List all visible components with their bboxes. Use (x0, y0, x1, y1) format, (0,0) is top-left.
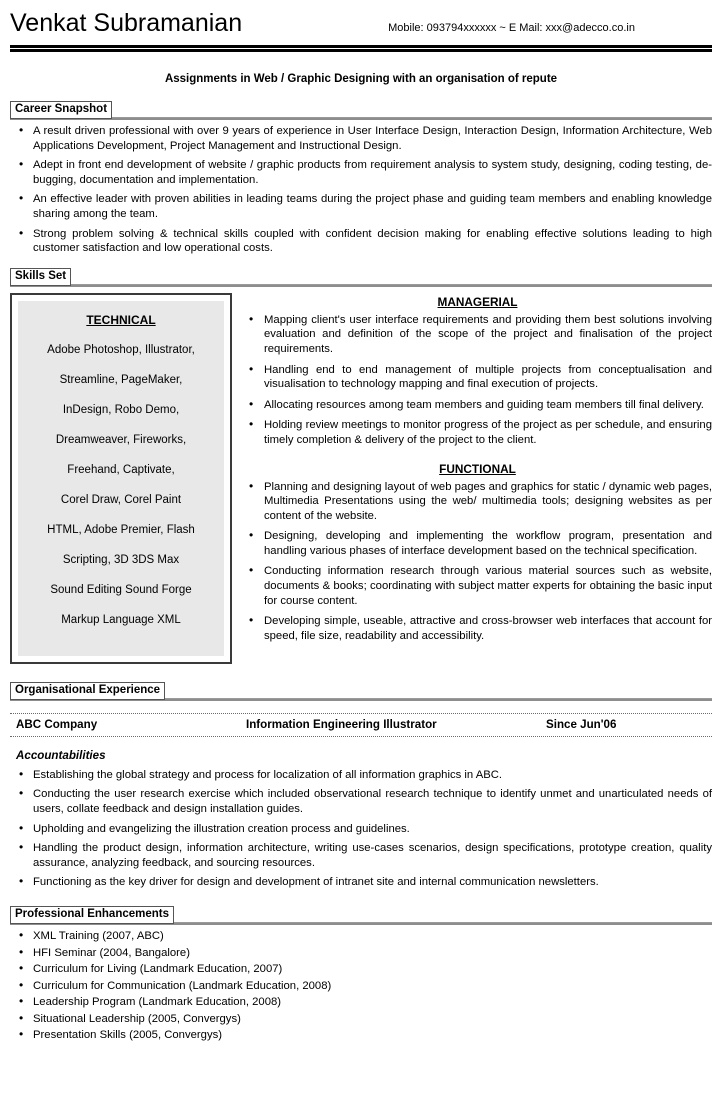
list-item: • Establishing the global strategy and process for localization of all information graphics in ABC. (10, 768, 712, 783)
section-title: Organisational Experience (10, 682, 165, 700)
technical-skill-line: InDesign, Robo Demo, (62, 403, 180, 416)
technical-skill-line: Corel Draw, Corel Paint (60, 493, 182, 506)
career-snapshot-list (10, 124, 712, 256)
technical-skills-inner (18, 301, 224, 656)
technical-skills-list (24, 343, 218, 628)
list-item: • Presentation Skills (2005, Convergys) (10, 1028, 712, 1043)
list-item: • Curriculum for Living (Landmark Education, 2007) (10, 962, 712, 977)
list-item: • Upholding and evangelizing the illustration creation process and guidelines. (10, 822, 712, 837)
list-item: • Conducting the user research exercise which included observational research technique to identify unmet and unarticulated needs of users, collate feedback and design installation guides. (10, 787, 712, 816)
list-item: • Strong problem solving & technical skills coupled with confident decision making for enabling effective solutions leading to high customer satisfaction and low operational costs. (10, 227, 712, 256)
section-organisational-experience-header (10, 680, 712, 701)
section-skills-set-header (10, 266, 712, 287)
section-rule (10, 117, 712, 120)
resume-header (10, 0, 712, 38)
technical-skill-line: Streamline, PageMaker, (59, 373, 183, 386)
skills-right-column (232, 293, 712, 650)
objective-statement: Assignments in Web / Graphic Designing with an organisation of repute (164, 73, 558, 85)
list-item: • Mapping client's user interface requirements and providing them best solutions involving evaluation and definition of the scope of the project and finalisation of the project requirements. (243, 313, 712, 357)
accountabilities-label: Accountabilities (16, 748, 106, 762)
technical-skill-line: Dreamweaver, Fireworks, (55, 433, 187, 446)
list-item: • A result driven professional with over 9 years of experience in User Interface Design, Interaction Design, Information Architecture, Web Applications Development, Project Management and Instructional Design. (10, 124, 712, 153)
list-item: • Designing, developing and implementing the workflow program, presentation and handling various phases of interface development based on the technical specification. (243, 529, 712, 558)
technical-skill-line: Freehand, Captivate, (67, 463, 175, 476)
contact-line: Mobile: 093794xxxxxx ~ E Mail: xxx@adecco.co.in (388, 22, 635, 34)
section-title: Professional Enhancements (10, 906, 174, 924)
technical-skill-line: Scripting, 3D 3DS Max (62, 553, 180, 566)
managerial-list (243, 313, 712, 448)
section-career-snapshot-header (10, 99, 712, 120)
candidate-name: Venkat Subramanian (10, 9, 243, 37)
section-rule (10, 284, 712, 287)
technical-skill-line: Adobe Photoshop, Illustrator, (47, 343, 195, 356)
technical-skill-line: HTML, Adobe Premier, Flash (47, 523, 195, 536)
technical-skills-box (10, 293, 232, 664)
header-divider (10, 45, 712, 52)
list-item: • Planning and designing layout of web pages and graphics for static / dynamic web pages, Multimedia Presentations using the web/ multimedia tools; designing websites as per content of the website. (243, 480, 712, 524)
functional-heading: FUNCTIONAL (439, 461, 516, 476)
list-item: • Adept in front end development of website / graphic products from requirement analysis to system study, designing, coding testing, de- bugging, documentation and implementation. (10, 158, 712, 187)
list-item: • Functioning as the key driver for design and development of intranet site and internal communication newsletters. (10, 875, 712, 890)
list-item: • Conducting information research through various material sources such as website, documents & books; coordinating with subject matter experts for obtaining the basic input for course content. (243, 564, 712, 608)
experience-role: Information Engineering Illustrator (246, 717, 437, 731)
list-item: • XML Training (2007, ABC) (10, 929, 712, 944)
list-item: • Developing simple, useable, attractive and cross-browser web interfaces that account for speed, file size, readability and accessibility. (243, 614, 712, 643)
experience-company: ABC Company (16, 717, 98, 731)
professional-enhancements-list (10, 929, 712, 1043)
functional-list (243, 480, 712, 644)
list-item: • Handling end to end management of multiple projects from conceptualisation and visualisation to technology mapping and final execution of projects. (243, 363, 712, 392)
list-item: • Allocating resources among team members and guiding team members till final delivery. (243, 398, 712, 413)
list-item: • Situational Leadership (2005, Convergys) (10, 1012, 712, 1027)
section-title: Career Snapshot (10, 101, 112, 119)
list-item: • HFI Seminar (2004, Bangalore) (10, 946, 712, 961)
list-item: • Holding review meetings to monitor progress of the project as per schedule, and ensuring timely completion & delivery of the project to the client. (243, 418, 712, 447)
technical-skill-line: Sound Editing Sound Forge (50, 583, 192, 596)
experience-dates: Since Jun'06 (546, 717, 617, 731)
technical-skill-line: Markup Language XML (61, 613, 181, 626)
list-item: • Curriculum for Communication (Landmark Education, 2008) (10, 979, 712, 994)
list-item: • An effective leader with proven abilities in leading teams during the project phase and guiding team members and enabling knowledge sharing among the team. (10, 192, 712, 221)
accountabilities-list (10, 768, 712, 890)
technical-heading: TECHNICAL (86, 312, 156, 327)
section-professional-enhancements-header (10, 904, 712, 925)
experience-row (10, 713, 712, 737)
skills-two-column (10, 293, 712, 664)
list-item: • Leadership Program (Landmark Education, 2008) (10, 995, 712, 1010)
section-title: Skills Set (10, 268, 71, 286)
list-item: • Handling the product design, information architecture, writing use-cases scenarios, design specifications, prototype creation, quality assurance, analyzing feedback, and sourcing resources. (10, 841, 712, 870)
managerial-heading: MANAGERIAL (437, 294, 518, 309)
